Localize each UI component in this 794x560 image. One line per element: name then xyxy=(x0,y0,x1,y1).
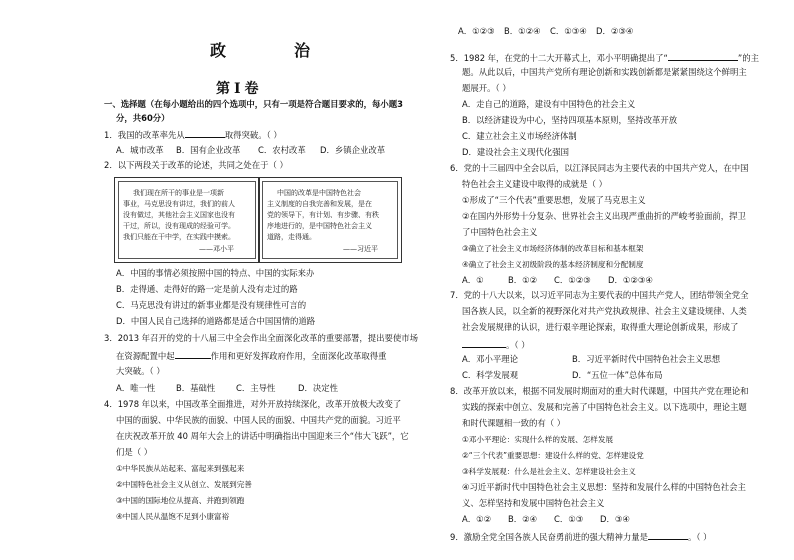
q1-stem-text-end: 取得突破。（ ） xyxy=(224,130,282,140)
q9-stem-text-end: 。（ ） xyxy=(687,532,712,542)
q6-item: ④确立了社会主义初级阶段的基本经济制度和分配制度 xyxy=(462,260,644,269)
q6-item: ②在国内外形势十分复杂、世界社会主义出现严重曲折的严峻考验面前，捍卫 xyxy=(462,211,746,221)
q4-item: ③中国的国际地位从提高、并跑到领跑 xyxy=(116,496,245,505)
q2-quote1-line: 我们只能在干中学，在实践中摸索。 xyxy=(123,233,235,241)
q8-option-d: D．③④ xyxy=(600,514,630,524)
q2-quote2-line: 序地进行的，是中国特色社会主义 xyxy=(267,222,372,230)
page-title: 政 治 xyxy=(210,41,337,60)
q8-option-b: B．②④ xyxy=(508,514,538,524)
q2-quote2-line: 中国的改革是中国特色社会 xyxy=(277,189,361,197)
q2-quote1-line: 事业，马克思没有讲过，我们的前人 xyxy=(123,200,235,208)
q1-option-c: C．农村改革 xyxy=(258,145,306,155)
q5-blank xyxy=(668,51,738,61)
q3-line: 3．2013 年召开的党的十八届三中全会作出全面深化改革的重要部署，提出要使市场 xyxy=(104,333,419,343)
volume-subtitle: 第Ⅰ卷 xyxy=(216,81,263,97)
q4-line: 中国的面貌、中华民族的面貌、中国人民的面貌、中国共产党的面貌。习近平 xyxy=(116,415,401,425)
q2-option-b: B．走得通、走得好的路一定是前人没有走过的路 xyxy=(116,284,298,294)
q1-options xyxy=(116,144,385,156)
q4-line: 在庆祝改革开放 40 周年大会上的讲话中明确指出中国迎来三个“伟大飞跃”，它 xyxy=(116,431,409,441)
q4-option-a: A．①②③ xyxy=(458,26,495,36)
q6-item: ①形成了“三个代表”重要思想，发展了马克思主义 xyxy=(462,195,646,205)
q2-quote2-author: ——习近平 xyxy=(343,245,378,253)
q2-quote1-line: 我们现在所干的事业是一项新 xyxy=(133,189,224,197)
q9-stem-text: 9．激励全党全国各族人民奋勇前进的强大精神力量是 xyxy=(450,532,648,542)
q4-item: ②中国特色社会主义从创立、发展到完善 xyxy=(116,480,252,489)
q3-line-text-end: 作用和更好发挥政府作用，全面深化改革取得重 xyxy=(210,351,387,361)
q3-blank xyxy=(175,349,211,359)
q8-item: ①邓小平理论：实现什么样的发展、怎样发展 xyxy=(462,435,614,444)
q8-item: ②“三个代表”重要思想：建设什么样的党、怎样建设党 xyxy=(462,451,644,460)
q2-quote-box-1-inner xyxy=(118,181,256,259)
right-column xyxy=(410,0,794,560)
q2-quote-box-1 xyxy=(114,177,260,263)
q7-option-c: C．科学发展观 xyxy=(462,370,519,380)
q7-line xyxy=(462,338,530,351)
q2-quote1-author: ——邓小平 xyxy=(199,245,234,253)
q6-item: ③确立了社会主义市场经济体制的改革目标和基本框架 xyxy=(462,244,644,253)
q5-option-d: D．建设社会主义现代化强国 xyxy=(462,147,569,157)
q8-option-c: C．①③ xyxy=(554,514,584,524)
q7-line: 国各族人民，以全新的视野深化对共产党执政规律、社会主义建设规律、人类 xyxy=(462,306,747,316)
q3-option-b: B．基础性 xyxy=(176,383,216,393)
q7-line: 社会发展规律的认识，进行艰辛理论探索，取得重大理论创新成果，形成了 xyxy=(462,322,739,332)
q3-options xyxy=(116,382,338,394)
q2-quote1-line: 没有做过，其他社会主义国家也没有 xyxy=(123,211,235,219)
q4-line: 4．1978 年以来，中国改革全面推进，对外开放持续深化，改革开放极大改变了 xyxy=(104,399,402,409)
q2-option-c: C．马克思没有讲过的新事业都是没有规律性可言的 xyxy=(116,300,307,310)
q1-option-b: B．国有企业改革 xyxy=(176,145,241,155)
q5-line xyxy=(450,51,759,64)
q3-option-a: A．唯一性 xyxy=(116,383,156,393)
q3-line: 大突破。（ ） xyxy=(116,366,165,376)
q8-line: 实践的探索中创立、发展和完善了中国特色社会主义。以下选项中，理论主题 xyxy=(462,402,747,412)
q1-stem-text: 1．我国的改革率先从 xyxy=(104,130,185,140)
q5-line: 题展开。（ ） xyxy=(462,83,511,93)
q7-blank xyxy=(462,338,506,348)
q4-item: ①中华民族从站起来、富起来到强起来 xyxy=(116,464,245,473)
q6-option-a: A．① xyxy=(462,275,484,285)
q5-option-c: C．建立社会主义市场经济体制 xyxy=(462,131,577,141)
q6-line: 特色社会主义建设中取得的成就是（ ） xyxy=(462,179,608,189)
q1-option-a: A．城市改革 xyxy=(116,145,164,155)
q2-quote1-line: 干过，所以，没有现成的经验可学。 xyxy=(123,222,235,230)
q4-item: ④中国人民从温饱不足到小康富裕 xyxy=(116,512,230,521)
q2-option-a: A．中国的事情必须按照中国的特点、中国的实际来办 xyxy=(116,268,315,278)
q8-line: 8．改革开放以来，根据不同发展时期面对的重大时代课题，中国共产党在理论和 xyxy=(450,386,749,396)
q3-line xyxy=(116,349,387,362)
section-heading-cont: 分，共60分） xyxy=(116,113,170,123)
q4-options xyxy=(458,25,633,37)
q4-option-d: D．②③④ xyxy=(596,26,634,36)
q3-option-d: D．决定性 xyxy=(298,383,338,393)
q2-quote-box-2 xyxy=(258,177,402,263)
q5-option-b: B．以经济建设为中心，坚持四项基本原则，坚持改革开放 xyxy=(462,115,678,125)
q3-line-text: 在资源配置中起 xyxy=(116,351,175,361)
q5-line-text: 5．1982 年，在党的十二大开幕式上，邓小平明确提出了“ xyxy=(450,53,668,63)
q6-option-c: C．①②③ xyxy=(554,275,591,285)
q8-item: ④习近平新时代中国特色社会主义思想：坚持和发展什么样的中国特色社会主 xyxy=(462,482,746,492)
q6-option-b: B．①② xyxy=(508,275,538,285)
q8-item: ③科学发展观：什么是社会主义、怎样建设社会主义 xyxy=(462,467,636,476)
q7-option-d: D．“五位一体”总体布局 xyxy=(572,370,663,380)
q5-line-text-end: ”的主 xyxy=(737,53,759,63)
q7-options-row2 xyxy=(462,370,663,381)
q2-quote2-line: 主义制度的自我完善和发展，是在 xyxy=(267,200,372,208)
q5-option-a: A．走自己的道路，建设有中国特色的社会主义 xyxy=(462,99,636,109)
q4-line: 们是（ ） xyxy=(116,447,153,457)
q6-line: 6．党的十三届四中全会以后，以江泽民同志为主要代表的中国共产党人，在中国 xyxy=(450,163,749,173)
q6-item: 了中国特色社会主义 xyxy=(462,227,538,237)
q2-quote2-line: 党的领导下，有计划、有步骤、有秩 xyxy=(267,211,379,219)
q6-options xyxy=(462,274,653,286)
section-heading: 一、选择题（在每小题给出的四个选项中，只有一项是符合题目要求的，每小题3 xyxy=(104,99,403,109)
q8-options xyxy=(462,513,630,525)
q2-option-d: D．中国人民自己选择的道路都是适合中国国情的道路 xyxy=(116,316,316,326)
q7-options-row1 xyxy=(462,354,720,365)
q2-stem: 2．以下两段关于改革的论述，共同之处在于（ ） xyxy=(104,160,288,170)
q3-option-c: C．主导性 xyxy=(236,383,276,393)
q1-option-d: D．乡镇企业改革 xyxy=(320,145,386,155)
q8-item: 义、怎样坚持和发展中国特色社会主义 xyxy=(462,498,605,508)
q2-quote2-line: 道路，走得通。 xyxy=(267,233,316,241)
q2-quote-box-2-inner xyxy=(262,181,398,259)
q7-option-b: B．习近平新时代中国特色社会主义思想 xyxy=(572,354,721,364)
q9-stem xyxy=(450,530,712,543)
q6-option-d: D．①②③④ xyxy=(608,275,653,285)
q8-option-a: A．①② xyxy=(462,514,492,524)
q8-line: 和时代课题相一致的有（ ） xyxy=(462,418,566,428)
q4-option-c: C．①③④ xyxy=(550,26,587,36)
q7-line-text: 。（ ） xyxy=(506,340,530,350)
q9-blank xyxy=(648,530,688,540)
q4-option-b: B．①②④ xyxy=(504,26,541,36)
q7-option-a: A．邓小平理论 xyxy=(462,354,518,364)
q5-line: 题。从此以后，中国共产党所有理论创新和实践创新都是紧紧围绕这个鲜明主 xyxy=(462,67,747,77)
q1-stem xyxy=(104,128,282,141)
q7-line: 7．党的十八大以来，以习近平同志为主要代表的中国共产党人，团结带领全党全 xyxy=(450,290,749,300)
q1-blank xyxy=(185,128,225,138)
